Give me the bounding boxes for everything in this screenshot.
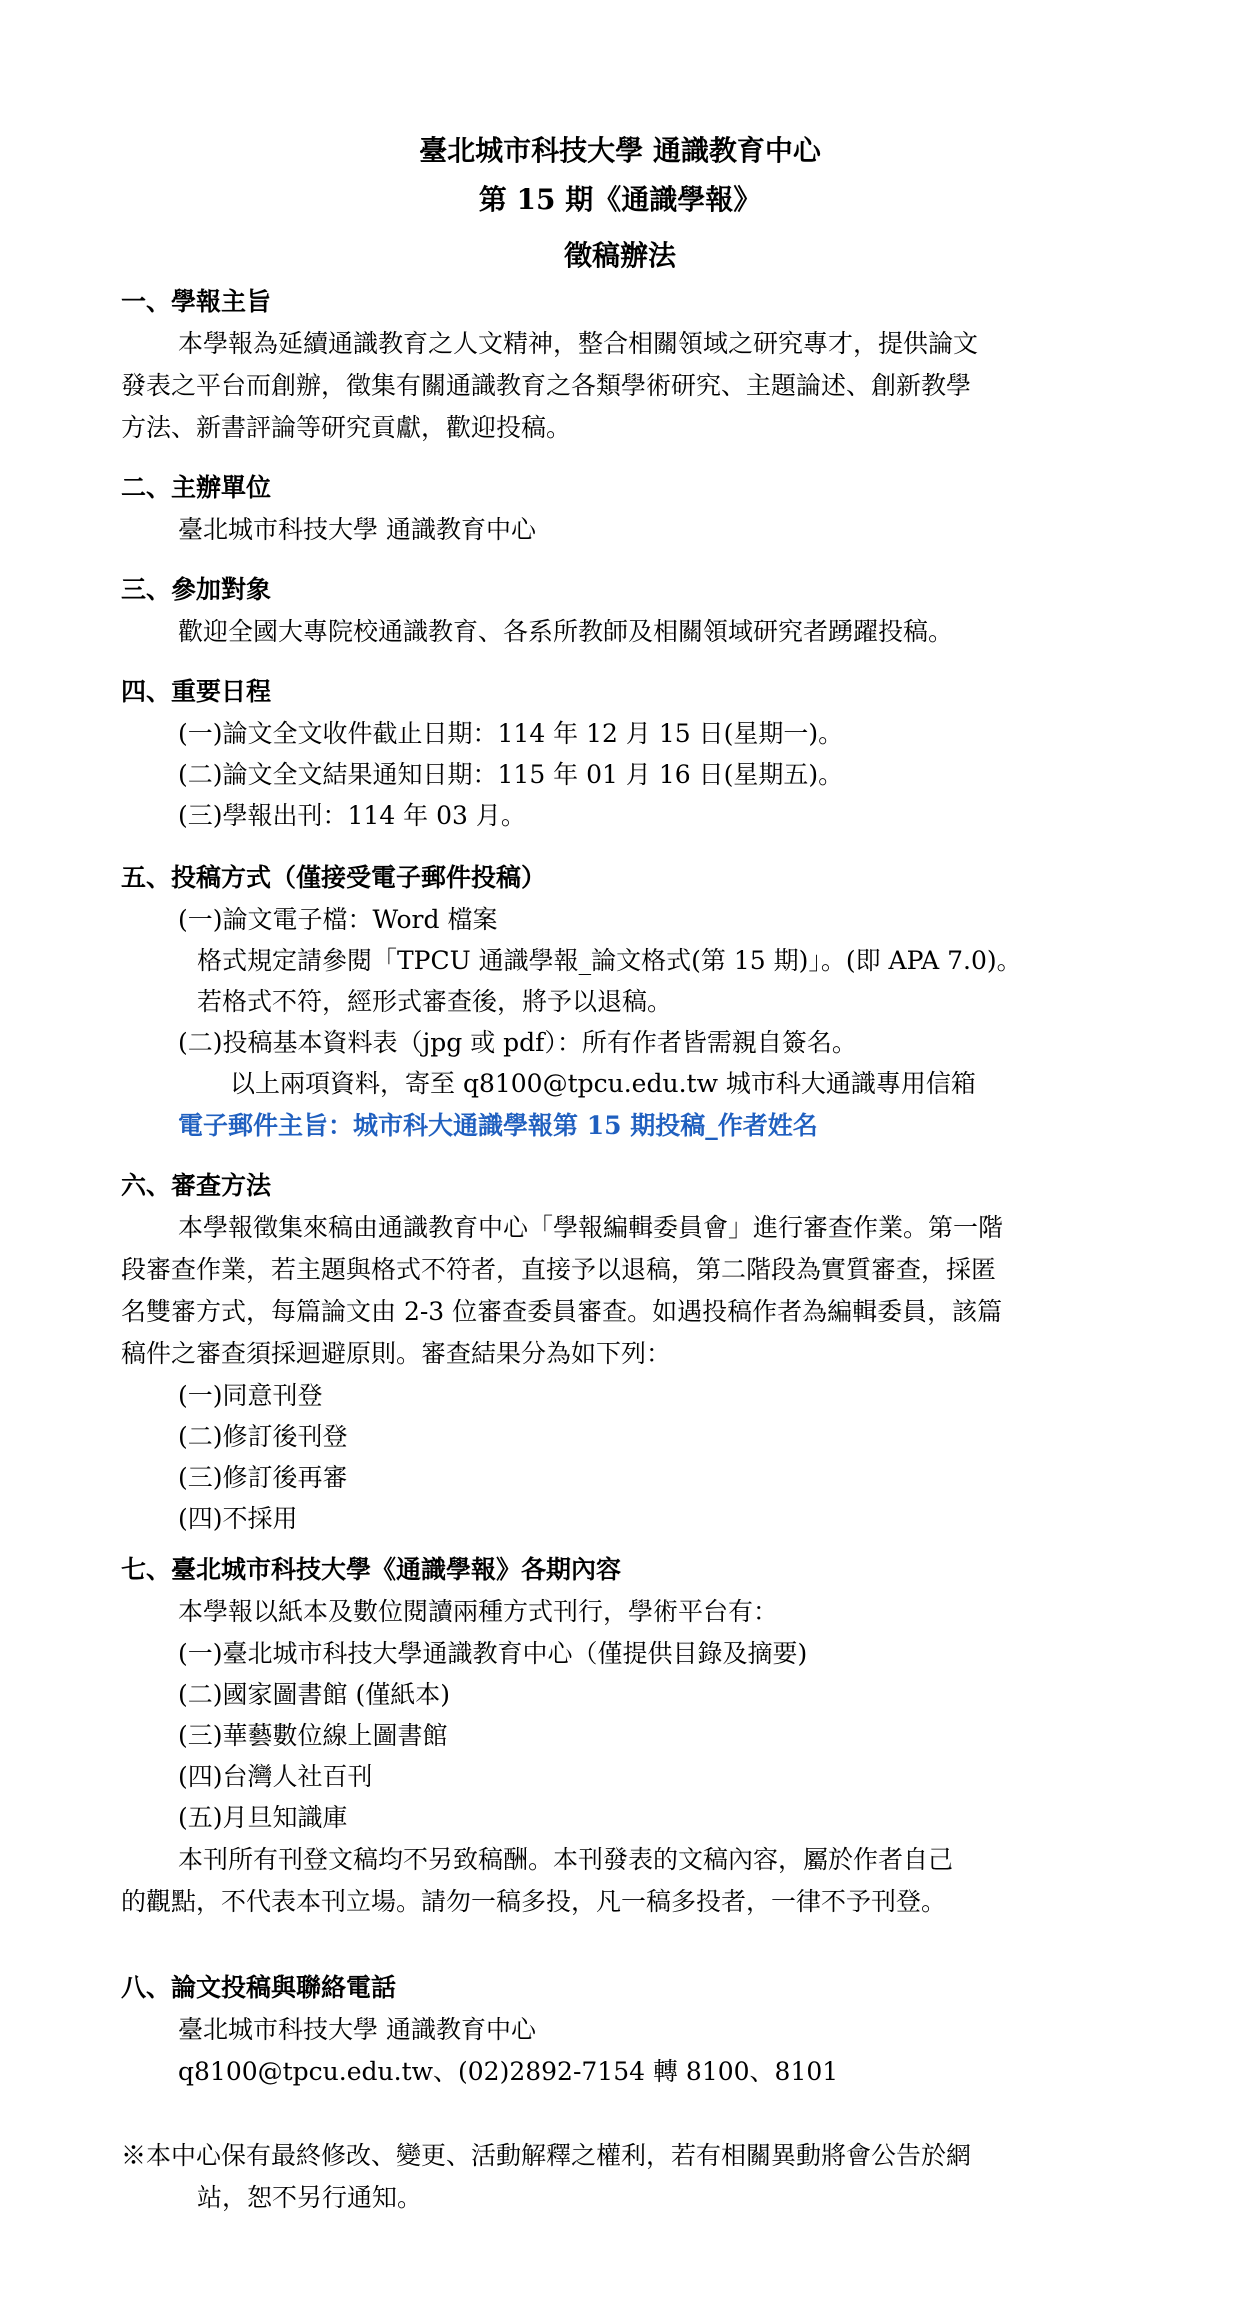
doc-title-org: 臺北城市科技大學 通識教育中心: [419, 134, 821, 167]
section-4-heading: 四、重要日程: [121, 677, 272, 706]
send-to-email: 以上兩項資料，寄至 q8100@tpcu.edu.tw 城市科大通識專用信箱: [230, 1069, 976, 1098]
section-6-line: 名雙審方式，每篇論文由 2-3 位審查委員審查。如遇投稿作者為編輯委員，該篇: [121, 1297, 1003, 1326]
contact-info: q8100@tpcu.edu.tw、(02)2892-7154 轉 8100、8101: [178, 2057, 839, 2086]
platform-item: (三)華藝數位線上圖書館: [178, 1721, 448, 1750]
section-6-heading: 六、審查方法: [121, 1171, 272, 1200]
footnote-line: 站，恕不另行通知。: [197, 2183, 423, 2212]
review-result-item: (二)修訂後刊登: [178, 1422, 348, 1451]
section-7-note: 本刊所有刊登文稿均不另致稿酬。本刊發表的文稿內容，屬於作者自己: [178, 1845, 954, 1874]
footnote-line: ※本中心保有最終修改、變更、活動解釋之權利，若有相關異動將會公告於網: [121, 2141, 972, 2170]
platform-item: (五)月旦知識庫: [178, 1803, 348, 1832]
platform-item: (二)國家圖書館 (僅紙本): [178, 1680, 450, 1709]
schedule-item: (三)學報出刊：114 年 03 月。: [178, 801, 526, 830]
section-2-heading: 二、主辦單位: [121, 473, 272, 502]
schedule-item: (二)論文全文結果通知日期：115 年 01 月 16 日(星期五)。: [178, 760, 844, 789]
email-subject-note: 電子郵件主旨：城市科大通識學報第 15 期投稿_作者姓名: [178, 1111, 818, 1140]
review-result-item: (三)修訂後再審: [178, 1463, 348, 1492]
section-7-heading: 七、臺北城市科技大學《通識學報》各期內容: [121, 1555, 622, 1584]
review-result-item: (一)同意刊登: [178, 1381, 323, 1410]
doc-title-call: 徵稿辦法: [563, 239, 676, 272]
section-6-line: 稿件之審查須採迴避原則。審查結果分為如下列：: [121, 1339, 672, 1368]
contact-org: 臺北城市科技大學 通識教育中心: [178, 2015, 536, 2044]
section-7-note: 的觀點，不代表本刊立場。請勿一稿多投，凡一稿多投者，一律不予刊登。: [121, 1887, 947, 1916]
section-6-line: 本學報徵集來稿由通識教育中心「學報編輯委員會」進行審查作業。第一階: [178, 1213, 1004, 1242]
review-result-item: (四)不採用: [178, 1504, 298, 1533]
format-note: 格式規定請參閱「TPCU 通識學報_論文格式(第 15 期)」。(即 APA 7.0)。: [197, 946, 1022, 975]
format-note: 若格式不符，經形式審查後，將予以退稿。: [197, 987, 673, 1016]
section-3-heading: 三、參加對象: [121, 575, 272, 604]
section-7-intro: 本學報以紙本及數位閱讀兩種方式刊行，學術平台有：: [178, 1597, 779, 1626]
section-5-heading: 五、投稿方式（僅接受電子郵件投稿）: [121, 863, 547, 892]
submission-item-2: (二)投稿基本資料表（jpg 或 pdf）：所有作者皆需親自簽名。: [178, 1028, 857, 1057]
section-1-line: 發表之平台而創辦，徵集有關通識教育之各類學術研究、主題論述、創新教學: [121, 371, 972, 400]
section-1-line: 本學報為延續通識教育之人文精神，整合相關領域之研究專才，提供論文: [178, 329, 979, 358]
platform-item: (四)台灣人社百刊: [178, 1762, 373, 1791]
section-2-line: 臺北城市科技大學 通識教育中心: [178, 515, 536, 544]
doc-title-issue: 第 15 期《通識學報》: [478, 183, 762, 216]
submission-item-1: (一)論文電子檔：Word 檔案: [178, 905, 498, 934]
platform-item: (一)臺北城市科技大學通識教育中心（僅提供目錄及摘要): [178, 1639, 808, 1668]
section-3-line: 歡迎全國大專院校通識教育、各系所教師及相關領域研究者踴躍投稿。: [178, 617, 954, 646]
schedule-item: (一)論文全文收件截止日期：114 年 12 月 15 日(星期一)。: [178, 719, 844, 748]
section-1-heading: 一、學報主旨: [121, 287, 272, 316]
section-6-line: 段審查作業，若主題與格式不符者，直接予以退稿，第二階段為實質審查，採匿: [121, 1255, 997, 1284]
section-1-line: 方法、新書評論等研究貢獻，歡迎投稿。: [121, 413, 572, 442]
section-8-heading: 八、論文投稿與聯絡電話: [121, 1973, 397, 2002]
